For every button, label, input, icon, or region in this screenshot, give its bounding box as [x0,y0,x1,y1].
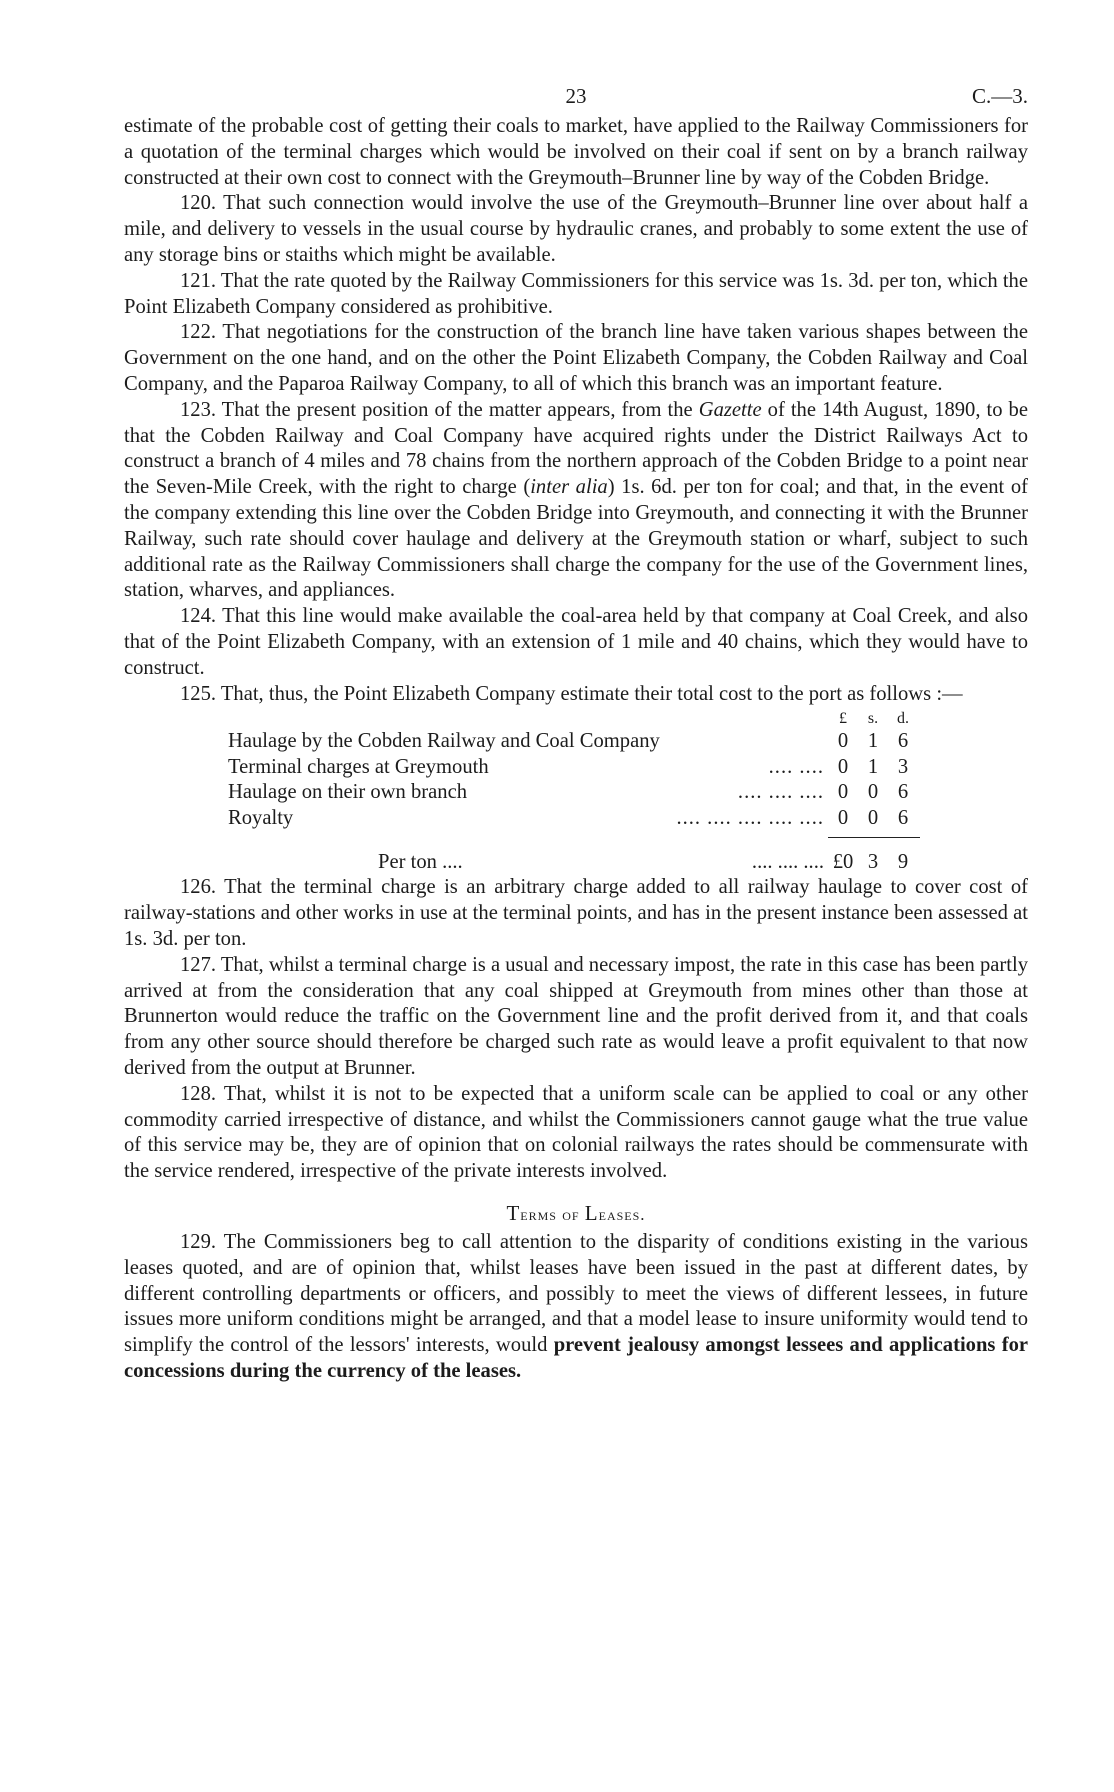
col-shillings-header: s. [867,710,879,728]
paragraph-123-part-a: 123. That the present position of the matter appears, from the [180,398,699,421]
gazette-italic: Gazette [698,398,762,421]
pence-value: 6 [897,781,909,804]
col-pounds-header: £ [839,710,847,728]
cost-row [228,806,1028,831]
cost-table [228,709,1028,875]
pounds-value: 0 [837,806,849,829]
document-page [124,84,1028,1385]
pence-value: 6 [897,806,909,829]
shillings-value: 0 [867,781,879,804]
cost-row [228,780,1028,805]
paragraph-127: 127. That, whilst a terminal charge is a usual and necessary impost, the rate in this case has been partly arrived at from the consideration that any coal shipped at Greymouth from mines other than those at Brunnerton would reduce the traffic on the Government line and the profit derived from it, and that coals from any other source should therefore be charged such rate as would leave a profit equivalent to that now derived from the output at Brunner. [124,953,1028,1079]
total-pence-value: 9 [897,850,909,873]
document-reference: C.—3. [971,84,1028,108]
pounds-value: 0 [837,781,849,804]
cost-total-row [228,850,1028,875]
pence-value: 3 [897,755,909,778]
total-rule-line [828,837,920,838]
paragraph-128: 128. That, whilst it is not to be expected that a uniform scale can be applied to coal or any other commodity carried irrespective of distance, and whilst the Commissioners cannot gauge what the true value of this service may be, they are of opinion that on colonial railways the rates should be commensurate with the service rendered, irrespective of the private interests involved. [124,1082,1028,1183]
total-shillings-value: 3 [867,850,879,873]
pounds-value: 0 [837,755,849,778]
cost-row-label: Royalty [228,806,294,829]
paragraph-119-continued: estimate of the probable cost of getting their coals to market, have applied to the Railway Commissioners for a quotation of the terminal charges which would be involved on their coal if sent on by a branch railway constructed at their own cost to connect with the Greymouth–Brunner line by way of the Cobden Bridge. [124,115,1028,189]
paragraph-121: 121. That the rate quoted by the Railway Commissioners for this service was 1s. 3d. per ton, which the Point Elizabeth Company considered as prohibitive. [124,269,1028,318]
paragraph-124: 124. That this line would make available the coal-area held by that company at Coal Creek, and also that of the Point Elizabeth Company, with an extension of 1 mile and 40 chains, which they would have to construct. [124,605,1028,679]
cost-row-label: Haulage on their own branch [228,781,468,804]
pence-value: 6 [897,730,909,753]
cost-row-label: Terminal charges at Greymouth [228,755,489,778]
cost-row [228,729,1028,754]
page-header [124,84,1028,114]
paragraph-123-part-c: ) 1s. 6d. per ton for coal; and that, in the event of the company extending this line over the Cobden Bridge into Greymouth, and connecting it with the Brunner Railway, such rate should cover haulage and delivery at the Greymouth station or wharf, subject to such additional rate as the Railway Commissioners shall charge the company for the use of the Government lines, station, wharves, and appliances. [124,476,1028,602]
paragraph-123-part-b: of the 14th August, 1890, to be that the Cobden Railway and Coal Company have acquired rights under the District Railways Act to construct a branch of 4 miles and 78 chains from the northern approach of the Cobden Bridge to a point near the Seven-Mile Creek, with the right to charge ( [124,398,1028,499]
paragraph-123 [124,398,1028,604]
inter-alia-italic: inter alia [530,476,608,499]
col-pence-header: d. [897,710,909,728]
paragraph-126: 126. That the terminal charge is an arbitrary charge added to all railway haulage to cover cost of railway-stations and other works in use at the terminal points, and has in the present instance been assessed at 1s. 3d. per ton. [124,876,1028,950]
pounds-value: 0 [837,730,849,753]
leader-dots [660,729,828,754]
section-heading-terms-of-leases: Terms of Leases. [506,1200,646,1225]
leader-dots: .... .... .... .... .... [676,806,824,829]
paragraph-122: 122. That negotiations for the construction of the branch line have taken various shapes between the Government on the one hand, and on the other the Point Elizabeth Company, the Cobden Railway and Coal Company, and the Paparoa Railway Company, to all of which this branch was an important feature. [124,321,1028,395]
total-pounds-value: £0 [832,850,854,873]
paragraph-129-part-b: prevent jealousy amongst lessees and applications for concessions during the currency of the leases. [124,1334,1028,1382]
cost-table-header [228,709,1028,729]
cost-row-label: Haulage by the Cobden Railway and Coal Company [228,730,660,753]
paragraph-125: 125. That, thus, the Point Elizabeth Company estimate their total cost to the port as follows :— [180,682,963,705]
leader-dots: .... .... .... [751,850,824,873]
paragraph-129-part-a: 129. The Commissioners beg to call attention to the disparity of conditions existing in the various leases quoted, and are of opinion that, whilst leases have been issued in the past at different dates, by different controlling departments or officers, and possibly to meet the views of different lessees, in future issues more uniform conditions might be arranged, and that a model lease to insure uniformity would tend to simplify the control of the lessors' interests, would [124,1230,1028,1357]
shillings-value: 1 [867,755,879,778]
paragraph-120: 120. That such connection would involve the use of the Greymouth–Brunner line over about half a mile, and delivery to vessels in the usual course by hydraulic cranes, and probably to some extent the use of any storage bins or staiths which might be available. [124,192,1028,266]
page-number: 23 [565,84,587,108]
shillings-value: 1 [867,730,879,753]
cost-row [228,755,1028,780]
shillings-value: 0 [867,806,879,829]
leader-dots: .... .... .... [737,781,824,804]
total-label: Per ton .... [378,850,463,873]
paragraph-129 [124,1230,1028,1385]
leader-dots: .... .... [768,755,824,778]
